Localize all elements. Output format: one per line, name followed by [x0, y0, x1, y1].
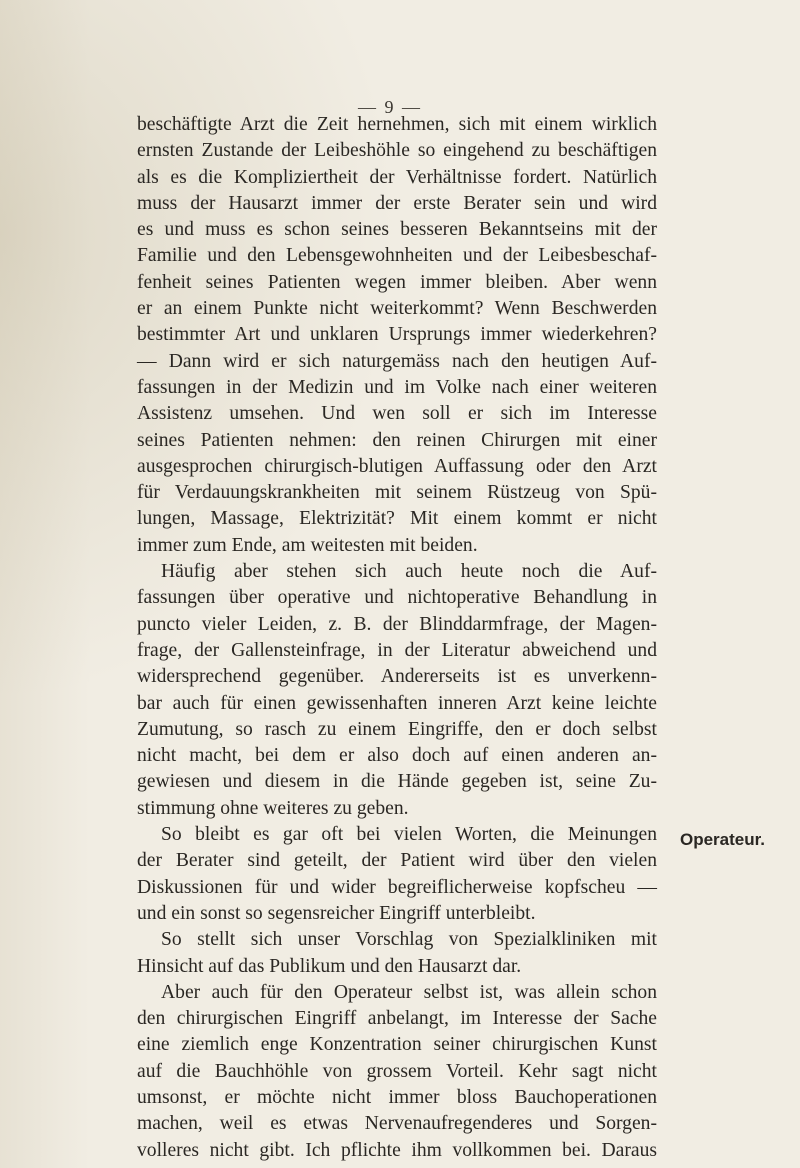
text-line: fenheit seines Patienten wegen immer bleiben. Aber wenn: [137, 271, 657, 293]
text-line: umsonst, er möchte nicht immer bloss Bauchoperationen: [137, 1086, 657, 1108]
text-line: immer zum Ende, am weitesten mit beiden.: [137, 534, 478, 556]
text-line: auf die Bauchhöhle von grossem Vorteil. Kehr sagt nicht: [137, 1060, 657, 1082]
text-line: beschäftigte Arzt die Zeit hernehmen, sich mit einem wirklich: [137, 114, 657, 135]
text-line: fassungen in der Medizin und im Volke nach einer weiteren: [137, 376, 657, 398]
text-line: — Dann wird er sich naturgemäss nach den heutigen Auf-: [137, 350, 657, 372]
text-line: stimmung ohne weiteres zu geben.: [137, 797, 409, 819]
text-line: lungen, Massage, Elektrizität? Mit einem kommt er nicht: [137, 508, 657, 530]
text-line: Zumutung, so rasch zu einem Eingriffe, den er doch selbst: [137, 718, 657, 740]
text-line: volleres nicht gibt. Ich pflichte ihm vollkommen bei. Daraus: [137, 1139, 657, 1161]
text-line: Häufig aber stehen sich auch heute noch die Auf-: [161, 561, 657, 583]
text-line: für Verdauungskrankheiten mit seinem Rüstzeug von Spü-: [137, 482, 657, 504]
text-line: es und muss es schon seines besseren Bekanntseins mit der: [137, 219, 657, 241]
text-line: Aber auch für den Operateur selbst ist, was allein schon: [161, 981, 657, 1003]
text-line: den chirurgischen Eingriff anbelangt, im Interesse der Sache: [137, 1008, 657, 1030]
text-line: So bleibt es gar oft bei vielen Worten, die Meinungen: [161, 824, 657, 846]
text-line: frage, der Gallensteinfrage, in der Literatur abweichend und: [137, 639, 657, 661]
text-line: als es die Kompliziertheit der Verhältnisse fordert. Natürlich: [137, 166, 657, 188]
text-line: Assistenz umsehen. Und wen soll er sich im Interesse: [137, 403, 657, 425]
text-line: widersprechend gegenüber. Andererseits ist es unverkenn-: [137, 666, 657, 688]
text-line: puncto vieler Leiden, z. B. der Blinddarmfrage, der Magen-: [137, 613, 657, 635]
text-line: seines Patienten nehmen: den reinen Chirurgen mit einer: [137, 429, 657, 451]
text-line: muss der Hausarzt immer der erste Berater sein und wird: [137, 192, 657, 214]
text-line: bar auch für einen gewissenhaften inneren Arzt keine leichte: [137, 692, 657, 714]
text-line: So stellt sich unser Vorschlag von Spezialkliniken mit: [161, 929, 657, 951]
margin-note: Operateur.: [680, 830, 766, 849]
text-line: Diskussionen für und wider begreiflicherweise kopfscheu —: [137, 876, 657, 898]
text-line: und ein sonst so segensreicher Eingriff unterbleibt.: [137, 902, 536, 924]
text-line: nicht macht, bei dem er also doch auf einen anderen an-: [137, 745, 657, 767]
page-number: — 9 —: [358, 97, 422, 117]
text-line: ernsten Zustande der Leibeshöhle so eingehend zu beschäftigen: [137, 140, 657, 162]
text-line: Hinsicht auf das Publikum und den Hausarzt dar.: [137, 955, 522, 977]
body-text: [137, 112, 657, 1164]
text-line: ausgesprochen chirurgisch-blutigen Auffassung oder den Arzt: [137, 455, 657, 477]
text-line: eine ziemlich enge Konzentration seiner chirurgischen Kunst: [137, 1034, 657, 1056]
text-line: gewiesen und diesem in die Hände gegeben ist, seine Zu-: [137, 771, 657, 793]
text-line: er an einem Punkte nicht weiterkommt? Wenn Beschwerden: [137, 298, 657, 320]
text-line: der Berater sind geteilt, der Patient wird über den vielen: [137, 850, 657, 872]
text-line: fassungen über operative und nichtoperative Behandlung in: [137, 587, 657, 609]
text-line: bestimmter Art und unklaren Ursprungs immer wiederkehren?: [137, 324, 657, 346]
text-line: machen, weil es etwas Nervenaufregenderes und Sorgen-: [137, 1113, 657, 1135]
text-line: Familie und den Lebensgewohnheiten und der Leibesbeschaf-: [137, 245, 657, 267]
